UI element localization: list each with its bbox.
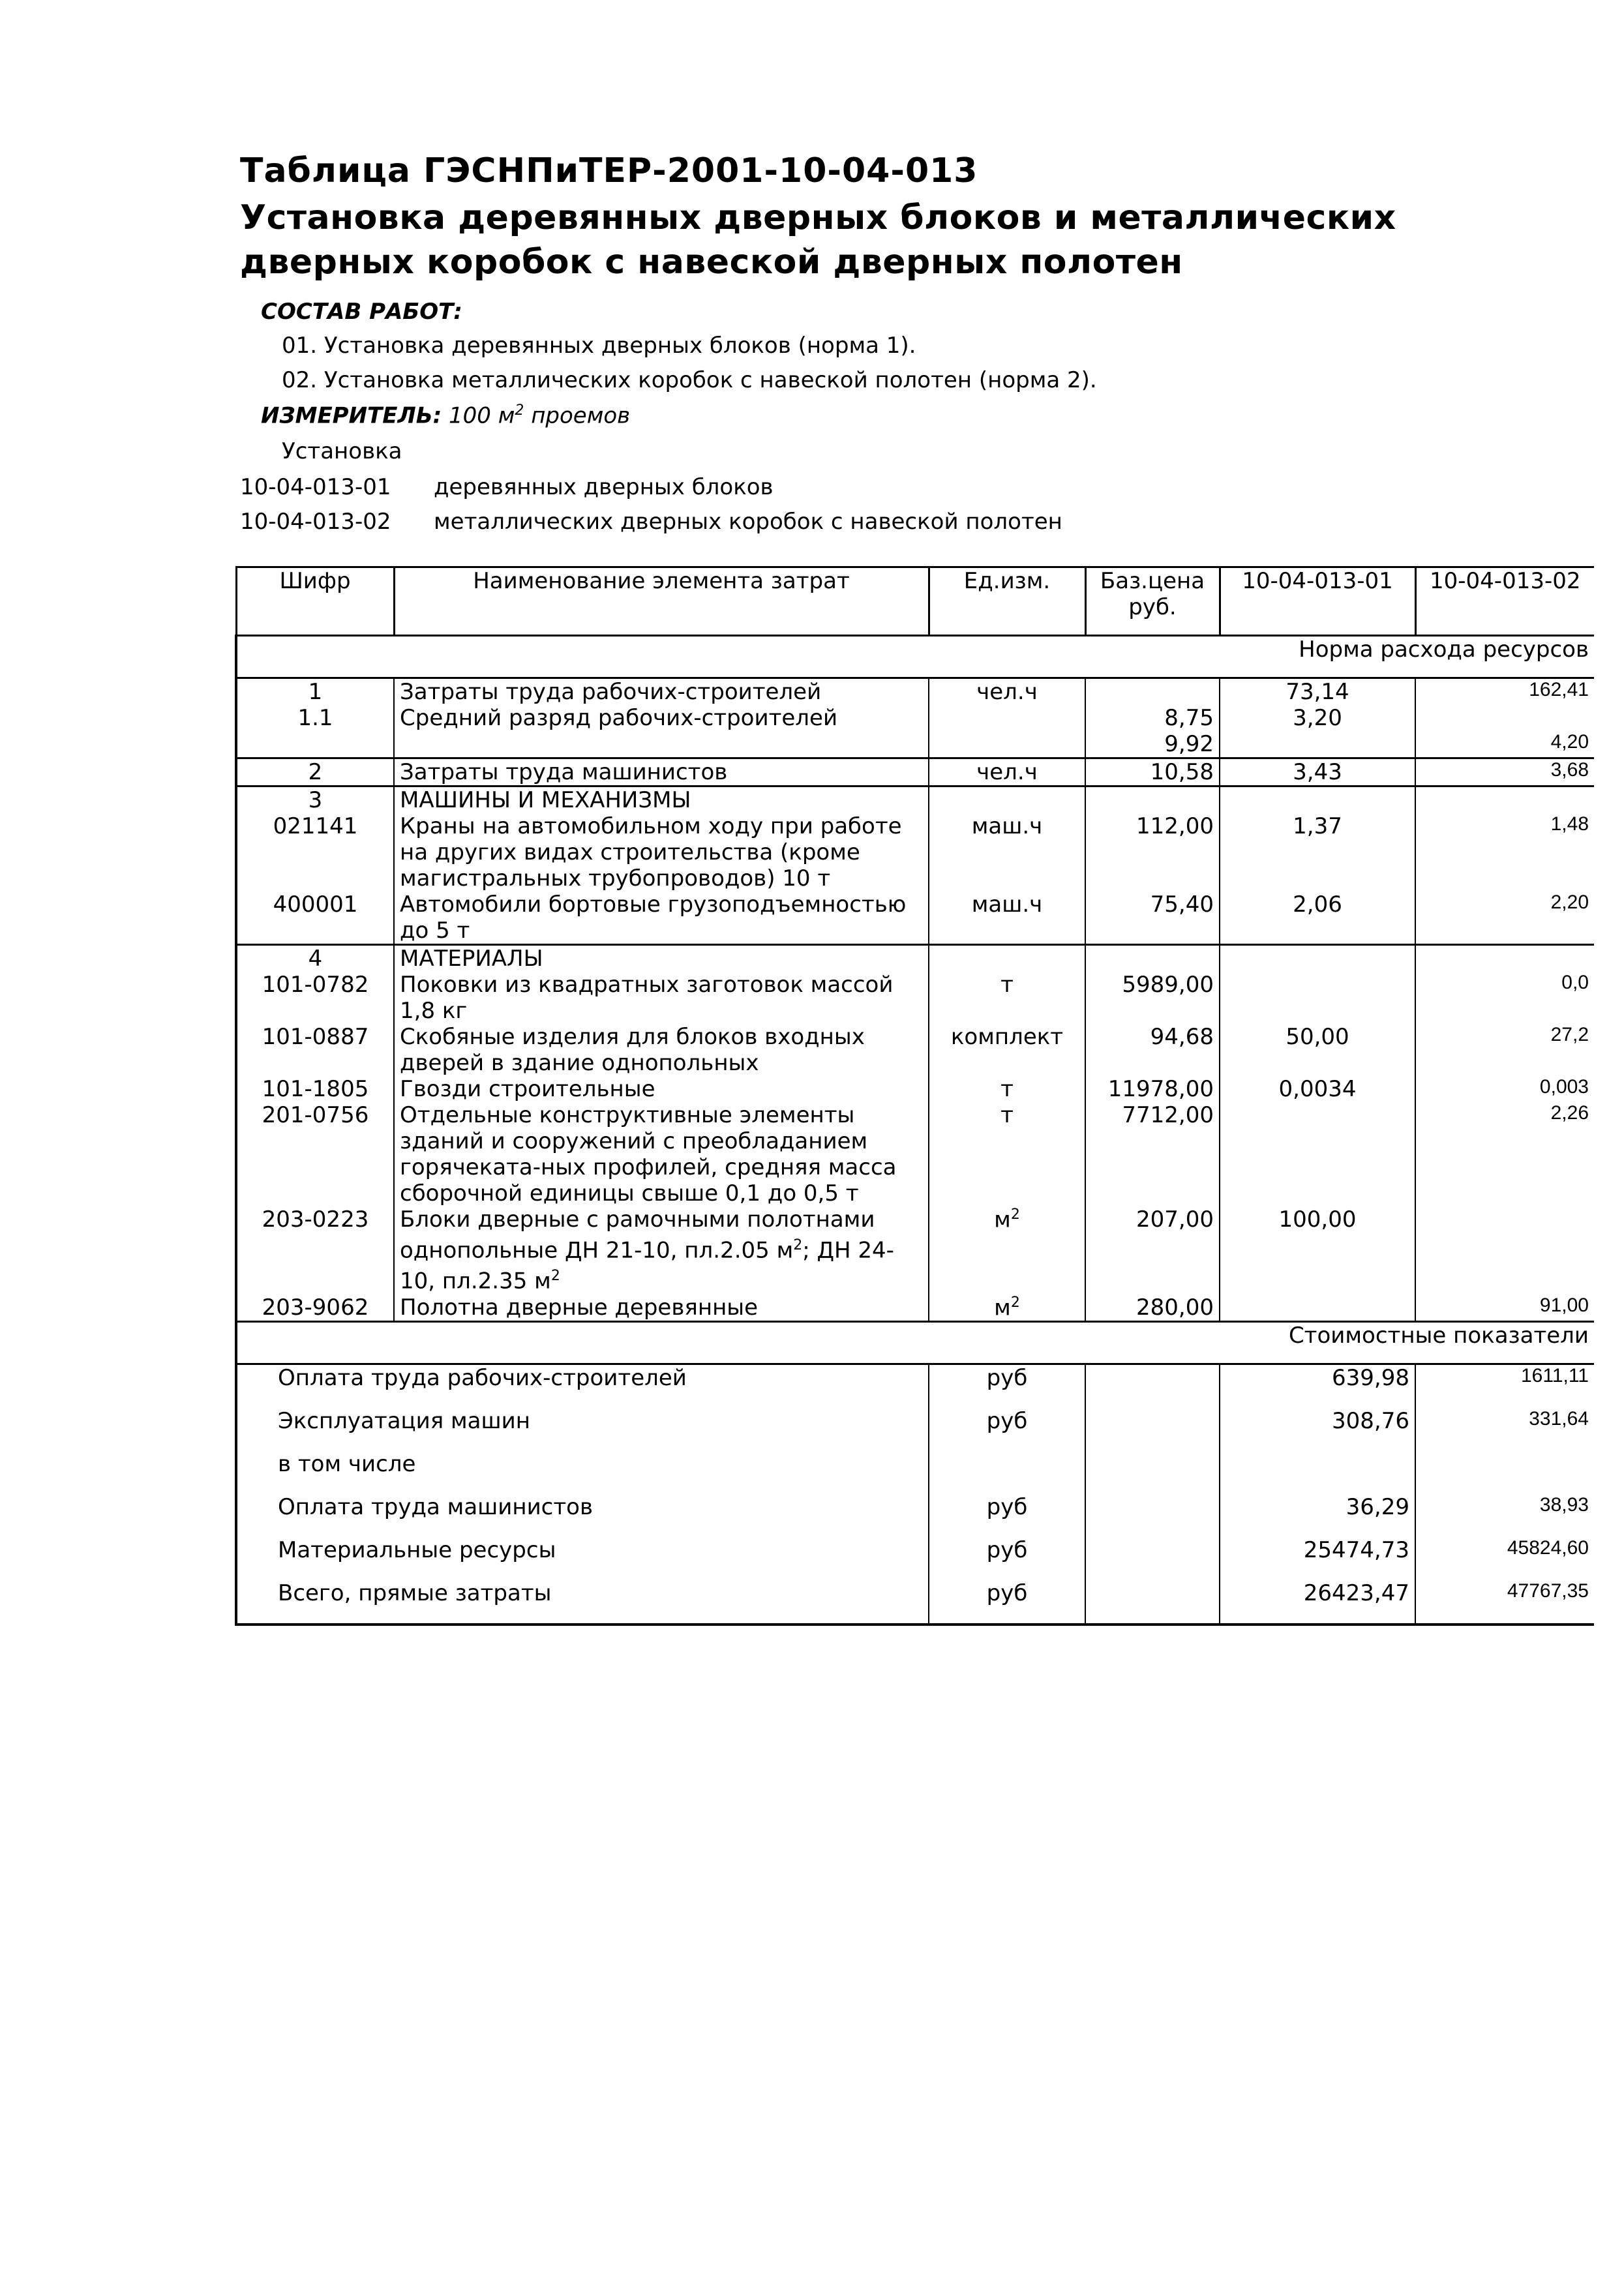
- row-price: 11978,00: [1085, 1076, 1220, 1102]
- row-name: Краны на автомобильном ходу при работе на других видах строительства (кроме магистральных трубопроводов) 10 т: [394, 813, 929, 891]
- row-price: 207,00: [1085, 1206, 1220, 1295]
- row-norm-2: 0,0: [1415, 972, 1594, 1024]
- measure-value: 100 м: [449, 402, 515, 429]
- cost-norm-2: 1611,11: [1415, 1364, 1594, 1408]
- cost-row: [236, 1580, 1594, 1625]
- row-name-part: Блоки дверные с рамочными полотнами однопольные ДН 21-10, пл.2.05 м: [400, 1206, 875, 1264]
- row-norm-1: 3,43: [1220, 758, 1415, 786]
- row-code: 203-0223: [236, 1206, 394, 1295]
- row-name-sup: 2: [793, 1237, 803, 1253]
- measure-line: [261, 402, 630, 428]
- row-code: 021141: [236, 813, 394, 891]
- row-code: 203-9062: [236, 1295, 394, 1322]
- row-name-sup: 2: [550, 1268, 560, 1285]
- row-unit: [929, 1206, 1085, 1295]
- row-norm-1: 2,06: [1220, 891, 1415, 945]
- row-unit: т: [929, 1076, 1085, 1102]
- section-title: МАШИНЫ И МЕХАНИЗМЫ: [394, 786, 929, 814]
- row-norm-2: 91,00: [1415, 1295, 1594, 1322]
- table-row: [236, 1076, 1594, 1102]
- cost-row: [236, 1494, 1594, 1537]
- cost-unit: руб: [929, 1580, 1085, 1625]
- work-composition-label: СОСТАВ РАБОТ:: [261, 299, 462, 325]
- row-price: 280,00: [1085, 1295, 1220, 1322]
- cost-norm-1: 639,98: [1220, 1364, 1415, 1408]
- cost-label: Оплата труда рабочих-строителей: [236, 1364, 929, 1408]
- cost-label: Всего, прямые затраты: [236, 1580, 929, 1625]
- row-price: 5989,00: [1085, 972, 1220, 1024]
- table-subtitle: Установка деревянных дверных блоков и металлических дверных коробок с навеской дверных полотен: [240, 198, 1396, 282]
- cost-norm-1: 25474,73: [1220, 1537, 1415, 1580]
- row-norm-1: [1220, 1295, 1415, 1322]
- row-code: 1: [236, 678, 394, 706]
- row-norm-1: 3,20: [1220, 705, 1415, 731]
- cost-row: [236, 1537, 1594, 1580]
- work-item-2: 02. Установка металлических коробок с навеской полотен (норма 2).: [282, 367, 1097, 393]
- norms-table: [235, 566, 1594, 1626]
- header-code: Шифр: [236, 567, 394, 636]
- row-unit: [929, 1295, 1085, 1322]
- row-norm-1: 73,14: [1220, 678, 1415, 706]
- table-row: [236, 891, 1594, 945]
- cost-unit: руб: [929, 1408, 1085, 1451]
- section-title: МАТЕРИАЛЫ: [394, 945, 929, 972]
- row-unit: маш.ч: [929, 891, 1085, 945]
- row-price: 10,58: [1085, 758, 1220, 786]
- cost-row: [236, 1451, 1594, 1494]
- cost-row: [236, 1408, 1594, 1451]
- row-code: 101-0782: [236, 972, 394, 1024]
- cost-label: Материальные ресурсы: [236, 1537, 929, 1580]
- row-norm-1: 100,00: [1220, 1206, 1415, 1295]
- cost-unit: руб: [929, 1364, 1085, 1408]
- row-unit: т: [929, 972, 1085, 1024]
- row-name: Полотна дверные деревянные: [394, 1295, 929, 1322]
- header-unit: Ед.изм.: [929, 567, 1085, 636]
- table-row: [236, 758, 1594, 786]
- row-unit: маш.ч: [929, 813, 1085, 891]
- table-row: [236, 731, 1594, 758]
- row-unit: [929, 705, 1085, 731]
- section-code: 4: [236, 945, 394, 972]
- row-norm-2: 0,003: [1415, 1076, 1594, 1102]
- row-code: 400001: [236, 891, 394, 945]
- header-name: Наименование элемента затрат: [394, 567, 929, 636]
- row-unit-sup: 2: [1010, 1206, 1020, 1223]
- row-norm-1: 50,00: [1220, 1024, 1415, 1076]
- row-norm-2: 4,20: [1415, 731, 1594, 758]
- row-name: [394, 1206, 929, 1295]
- measure-sup: 2: [515, 402, 524, 419]
- row-unit: т: [929, 1102, 1085, 1206]
- section-code: 3: [236, 786, 394, 814]
- row-unit-sup: 2: [1010, 1294, 1020, 1311]
- row-unit-text: м: [994, 1294, 1011, 1321]
- cost-norm-2: 45824,60: [1415, 1537, 1594, 1580]
- norm-code-2: 10-04-013-02: [240, 509, 391, 535]
- row-norm-1: [1220, 1102, 1415, 1206]
- header-norm-2: 10-04-013-02: [1415, 567, 1594, 636]
- row-code: 2: [236, 758, 394, 786]
- row-name: Средний разряд рабочих-строителей: [394, 705, 929, 731]
- row-name-part: ; ДН 24-10, пл.2.35 м: [400, 1237, 894, 1295]
- row-unit: комплект: [929, 1024, 1085, 1076]
- cost-label: Эксплуатация машин: [236, 1408, 929, 1451]
- norm-header-label: Норма расхода ресурсов: [394, 636, 1594, 678]
- header-norm-1: 10-04-013-01: [1220, 567, 1415, 636]
- cost-norm-1: 36,29: [1220, 1494, 1415, 1537]
- row-price: [1085, 678, 1220, 706]
- row-norm-1: 1,37: [1220, 813, 1415, 891]
- row-unit-text: м: [994, 1206, 1011, 1233]
- cost-header-label: Стоимостные показатели: [394, 1321, 1594, 1364]
- table-row: [236, 813, 1594, 891]
- row-code: 201-0756: [236, 1102, 394, 1206]
- row-price: 8,75: [1085, 705, 1220, 731]
- row-price: 7712,00: [1085, 1102, 1220, 1206]
- row-norm-1: [1220, 972, 1415, 1024]
- row-name: Автомобили бортовые грузоподъемностью до 5 т: [394, 891, 929, 945]
- table-row: [236, 972, 1594, 1024]
- cost-section-header: [236, 1321, 1594, 1364]
- row-code: 101-0887: [236, 1024, 394, 1076]
- table-header-row: [236, 567, 1594, 636]
- ustanovka-label: Установка: [282, 438, 402, 464]
- row-price: 75,40: [1085, 891, 1220, 945]
- measure-suffix: проемов: [524, 402, 631, 429]
- row-norm-2: 2,26: [1415, 1102, 1594, 1206]
- row-norm-2: 162,41: [1415, 678, 1594, 706]
- row-price: 9,92: [1085, 731, 1220, 758]
- row-name: Скобяные изделия для блоков входных дверей в здание однопольных: [394, 1024, 929, 1076]
- row-norm-2: [1415, 705, 1594, 731]
- cost-unit: руб: [929, 1494, 1085, 1537]
- row-name: Поковки из квадратных заготовок массой 1,8 кг: [394, 972, 929, 1024]
- cost-norm-2: 38,93: [1415, 1494, 1594, 1537]
- cost-label: в том числе: [236, 1451, 929, 1494]
- table-row: [236, 1295, 1594, 1322]
- row-unit: чел.ч: [929, 758, 1085, 786]
- cost-norm-2: 331,64: [1415, 1408, 1594, 1451]
- cost-label: Оплата труда машинистов: [236, 1494, 929, 1537]
- cost-norm-1: 26423,47: [1220, 1580, 1415, 1625]
- table-section-row: [236, 786, 1594, 814]
- row-name: Отдельные конструктивные элементы зданий и сооружений с преобладанием горячеката-ных профилей, средняя масса сборочной единицы свыше 0,1 до 0,5 т: [394, 1102, 929, 1206]
- row-name: Затраты труда машинистов: [394, 758, 929, 786]
- cost-norm-2: 47767,35: [1415, 1580, 1594, 1625]
- norm-name-2: металлических дверных коробок с навеской полотен: [434, 509, 1062, 535]
- row-code: 101-1805: [236, 1076, 394, 1102]
- row-norm-2: [1415, 1206, 1594, 1295]
- row-price: 112,00: [1085, 813, 1220, 891]
- row-norm-2: 2,20: [1415, 891, 1594, 945]
- norm-code-1: 10-04-013-01: [240, 474, 391, 500]
- table-row: [236, 1206, 1594, 1295]
- row-price: 94,68: [1085, 1024, 1220, 1076]
- row-name: Гвозди строительные: [394, 1076, 929, 1102]
- table-section-row: [236, 945, 1594, 972]
- row-unit: чел.ч: [929, 678, 1085, 706]
- cost-norm-1: 308,76: [1220, 1408, 1415, 1451]
- row-code: 1.1: [236, 705, 394, 731]
- cost-unit: руб: [929, 1537, 1085, 1580]
- row-norm-1: 0,0034: [1220, 1076, 1415, 1102]
- table-row: [236, 1102, 1594, 1206]
- row-norm-2: 3,68: [1415, 758, 1594, 786]
- row-norm-2: 27,2: [1415, 1024, 1594, 1076]
- work-item-1: 01. Установка деревянных дверных блоков (норма 1).: [282, 333, 916, 359]
- cost-row: [236, 1364, 1594, 1408]
- header-price: Баз.цена руб.: [1085, 567, 1220, 636]
- table-title: Таблица ГЭСНПиТЕР-2001-10-04-013: [240, 151, 978, 190]
- measure-label: ИЗМЕРИТЕЛЬ:: [261, 402, 442, 429]
- norm-name-1: деревянных дверных блоков: [434, 474, 774, 500]
- norm-section-header: [236, 636, 1594, 678]
- row-norm-2: 1,48: [1415, 813, 1594, 891]
- table-row: [236, 705, 1594, 731]
- table-row: [236, 1024, 1594, 1076]
- table-row: [236, 678, 1594, 706]
- row-name: Затраты труда рабочих-строителей: [394, 678, 929, 706]
